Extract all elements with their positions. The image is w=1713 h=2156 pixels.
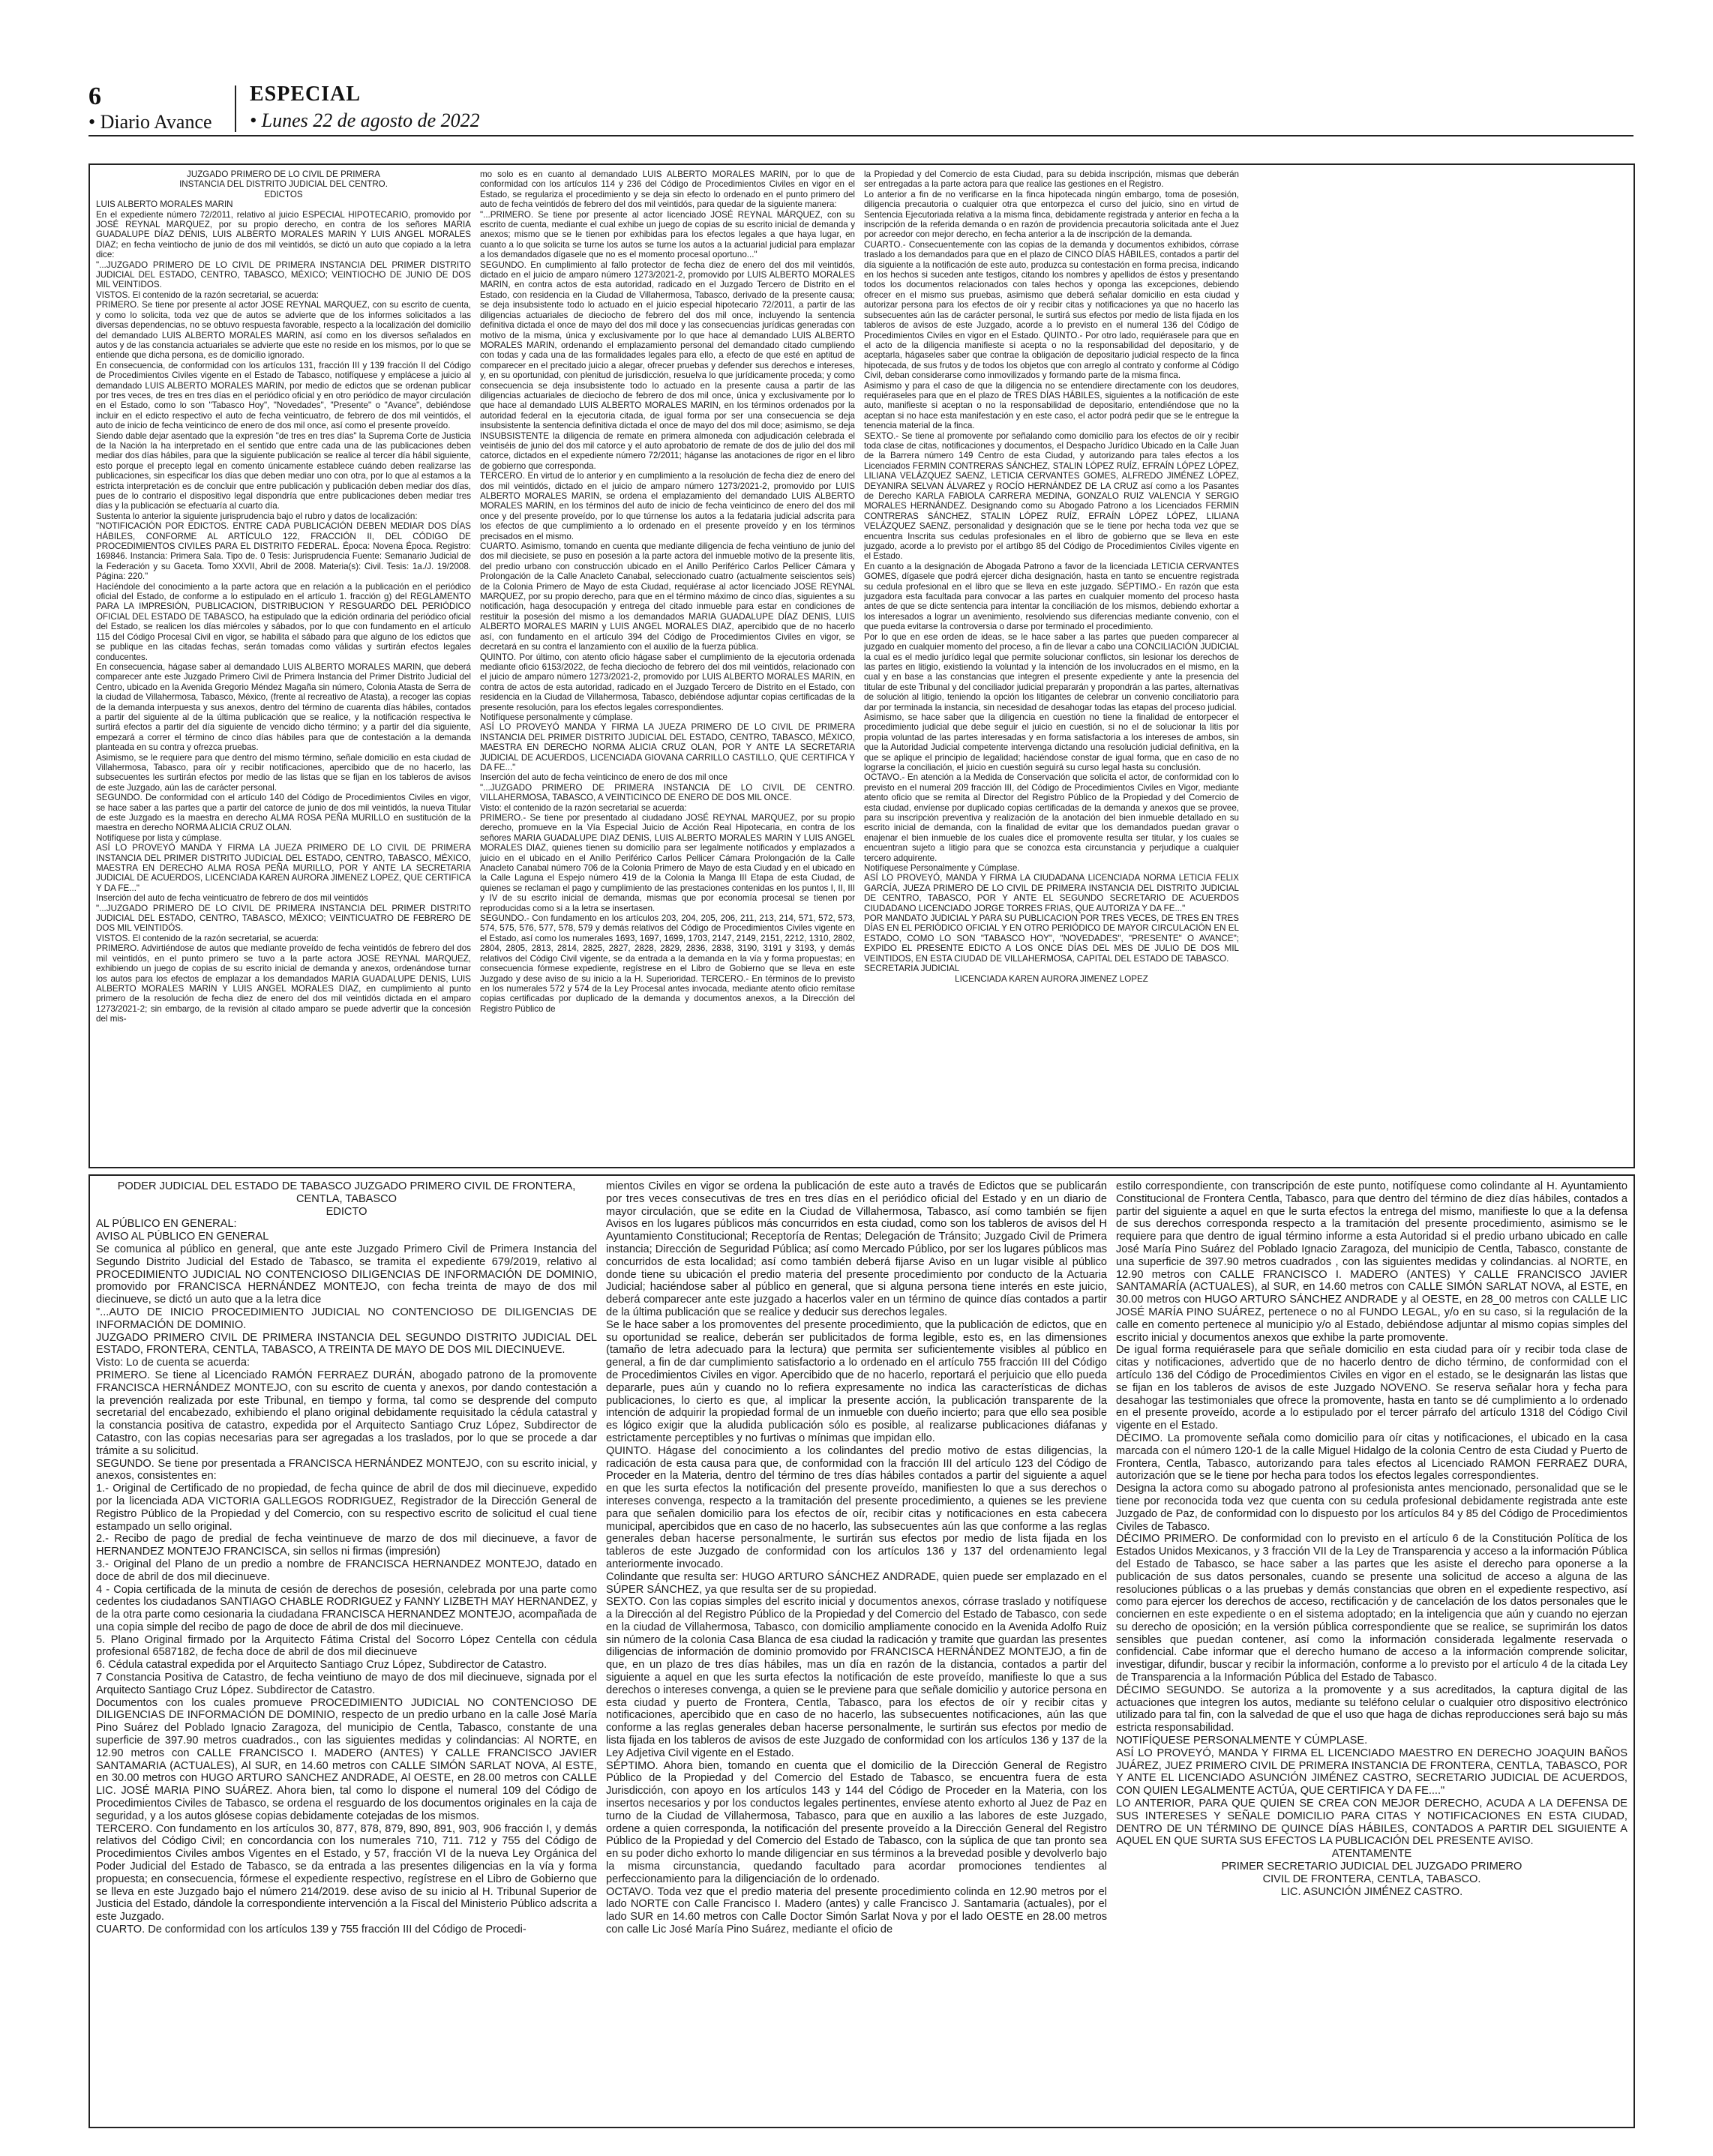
notice-paragraph: "NOTIFICACIÓN POR EDICTOS. ENTRE CADA PUBLICACIÓN DEBEN MEDIAR DOS DÍAS HÁBILES, CONFORME AL ARTÍCULO 122, FRACCIÓN II, DEL CÓDIGO DE PROCEDIMIENTOS CIVILES PARA EL DISTRITO FEDERAL. Época: Novena Época. Registro: 169846. Instancia: Primera Sala. Tipo de. 0 Tesis: Jurisprudencia Fuente: Semanario Judicial de la Federación y su Gaceta. Tomo XXVII, Abril de 2008. Materia(s): Civil. Tesis: 1a./J. 19/2008. Página: 220." xyxy=(96,521,471,582)
notice-paragraph: "...JUZGADO PRIMERO DE LO CIVIL DE PRIMERA INSTANCIA DEL PRIMER DISTRITO JUDICIAL DEL ESTADO, CENTRO, TABASCO, MÉXICO; VEINTICUATRO DE FEBRERO DE DOS MIL VEINTIDÓS. xyxy=(96,903,471,934)
notice-paragraph: Lo anterior a fin de no verificarse en la finca hipotecada ningún embargo, toma de posesión, diligencia precautoria o cualquier otra que entorpezca el curso del juicio, sino en virtud de Sentencia Ejecutoriada relativa a la misma finca, debidamente registrada y anterior en fecha a la inscripción de la referida demanda o en razón de providencia precautoria solicitada ante el Juez por acreedor con mejor derecho, en fecha anterior a la de inscripción de la demanda. xyxy=(864,189,1239,240)
notice-paragraph: VISTOS. El contenido de la razón secretarial, se acuerda: xyxy=(96,289,319,300)
notice-paragraph: 7 Constancia Positiva de Catastro, de fecha veintiuno de mayo de dos mil diecinueve, signada por el Arquitecto Santiago Cruz López. Subdirector de Catastro. xyxy=(96,1672,597,1696)
publication-name: • Diario Avance xyxy=(88,111,212,133)
notice-paragraph: Documentos con los cuales promueve PROCEDIMIENTO JUDICIAL NO CONTENCIOSO DE DILIGENCIAS DE INFORMACIÓN DE DOMINIO, respecto de un predio urbano en la calle José María Pino Suárez del Poblado Ignacio Zaragoza, del municipio de Centla, Tabasco, constante de una superficie de 397.90 metros cuadrados., con las siguientes medidas y colindancias: Al NORTE, en 12.90 metros con CALLE FRANCISCO I. MADERO (ANTES) Y CALLE FRANCISCO JAVIER SANTAMARIA (ACTUALES), Al SUR, en 14.60 metros con CALLE SIMÓN SARLAT NOVA, Al ESTE, en 30.00 metros con HUGO ARTURO SANCHEZ ANDRADE, Al OESTE, en 28.00 metros con CALLE LIC. JOSÉ MARIA PINO SUÁREZ. Ahora bien, tal como lo dispone el numeral 109 del Código de Procedimientos Civiles de Tabasco, se ordena el resguardo de los documentos originales en la caja de seguridad, y a los autos glósese copias debidamente cotejadas de los mismos. xyxy=(96,1696,597,1822)
notice-paragraph: 4 - Copia certificada de la minuta de cesión de derechos de posesión, celebrada por una parte como cedentes los ciudadanos SANTIAGO CHABLE RODRIGUEZ y FANNY LIZBETH MAY HERNANDEZ, y de la otra parte como cesionaria la ciudadana FRANCISCA HERNANDEZ MONTEJO, acompañada de una copia simple del recibo de pago de doce de abril de dos mil diecinueve. xyxy=(96,1583,597,1633)
notice-paragraph: Visto: Lo de cuenta se acuerda: xyxy=(96,1357,250,1369)
notice-paragraph: OCTAVO.- En atención a la Medida de Conservación que solicita el actor, de conformidad con lo previsto en el numeral 209 fracción III, del Código de Procedimientos Civiles en Vigor, mediante atento oficio que se remita al Director del Registro Público de la Propiedad y del Comercio de esta ciudad, envíense por duplicado copias certificadas de la demanda y anexos que se provee, para su inscripción preventiva y realización de la anotación del bien inmueble detallado en su escrito inicial de demanda, con la finalidad de evitar que los demandados puedan gravar o enajenar el bien inmueble de los cuales dice el promovente resulta ser titular, y los cuales se encuentran sujeto a litigio para que se conozca esta circunstancia y perjudique a cualquier tercero adquirente. xyxy=(864,772,1239,863)
notice-column-3 xyxy=(1116,1180,1628,2122)
masthead-divider xyxy=(235,85,236,132)
notice-paragraph: Siendo dable dejar asentado que la expresión "de tres en tres días" la Suprema Corte de Justicia de la Nación la ha interpretado en el sentido que entre cada una de las publicaciones deben mediar dos días hábiles, para que la siguiente publicación se realice al tercer día hábil siguiente, esto porque el precepto legal en comento únicamente establece cuándo deben realizarse las publicaciones, sin especificar los días que deben mediar uno con otra, por lo que al estamos a la estricta interpretación es de concluir que entre publicación y publicación deben mediar dos días, pues de lo contrario el dispositivo legal dispondría que entre publicaciones deben mediar tres días y la publicación se efectuaría al cuarto día. xyxy=(96,430,471,511)
notice-column-3 xyxy=(864,169,1239,1162)
notice-paragraph: Por lo que en ese orden de ideas, se le hace saber a las partes que pueden comparecer al juzgado en cualquier momento del proceso, a fin de llevar a cabo una CONCILIACIÓN JUDICIAL la cual es el medio jurídico legal que permite solucionar conflictos, sin lesionar los derechos de las partes en litigio, existiendo la voluntad y la intención de los involucrados en el mismo, en la cual y en base a las constancias que integren el presente expediente y ante la presencia del titular de este Tribunal y del conciliador judicial prepararán y propondrán a las partes, alternativas de solución al litigio, teniendo la opción los litigantes de celebrar un convenio conciliatorio para dar por terminada la instancia, sin necesidad de desahogar todas las etapas del proceso judicial. xyxy=(864,631,1239,712)
notice-paragraph: En consecuencia, hágase saber al demandado LUIS ALBERTO MORALES MARIN, que deberá comparecer ante este Juzgado Primero Civil de Primera Instancia del Primer Distrito Judicial del Centro, ubicado en la Avenida Gregorio Méndez Magaña sin número, Colonia Atasta de Serra de la ciudad de Villahermosa, Tabasco, México, (frente al recreativo de Atasta), a recoger las copias de la demanda interpuesta y sus anexos, dentro del término de cuarenta días hábiles, contados a partir del siguiente al de la última publicación que se realice, y la notificación respectiva le surtirá efectos a partir del día siguiente de vencido dicho término; y a partir del día siguiente, empezará a correr el término de cinco días hábiles para que de contestación a la demanda planteada en su contra y ofrezca pruebas. xyxy=(96,661,471,753)
notice-paragraph: "...JUZGADO PRIMERO DE PRIMERA INSTANCIA DE LO CIVIL DE CENTRO. VILLAHERMOSA, TABASCO, A VEINTICINCO DE ENERO DE DOS MIL ONCE. xyxy=(480,782,855,803)
notice-paragraph: En cuanto a la designación de Abogada Patrono a favor de la licenciada LETICIA CERVANTES GOMES, dígasele que podrá ejercer dicha designación, hasta en tanto se encuentre registrada su cedula profesional en el libro que se lleva en este juzgado. SÉPTIMO.- En razón que esta juzgadora esta facultada para convocar a las partes en cualquier momento del proceso hasta antes de que se dicte sentencia para intentar la conciliación de los mismos, debiendo exhortar a los interesados a lograr un avenimiento, resolviendo sus diferencias mediante convenio, con el que pueda evitarse la controversia o darse por terminado el procedimiento. xyxy=(864,561,1239,632)
notice-paragraph: "...AUTO DE INICIO PROCEDIMIENTO JUDICIAL NO CONTENCIOSO DE DILIGENCIAS DE INFORMACIÓN DE DOMINIO. xyxy=(96,1306,597,1331)
notice-paragraph: ASÍ LO PROVEYÓ MANDA Y FIRMA LA JUEZA PRIMERO DE LO CIVIL DE PRIMERA INSTANCIA DEL PRIMER DISTRITO JUDICIAL DEL ESTADO, CENTRO, TABASCO, MÉXICO, MAESTRA EN DERECHO ALMA ROSA PEÑA MURILLO, POR Y ANTE LA SECRETARIA JUDICIAL DE ACUERDOS, LICENCIADA KAREN AURORA JIMENEZ LOPEZ, QUE CERTIFICA Y DA FE..." xyxy=(96,843,471,893)
notice-paragraph: Notifíquese Personalmente y Cúmplase. xyxy=(864,863,1020,874)
notice-paragraph: QUINTO. Por último, con atento oficio hágase saber el cumplimiento de la ejecutoria ordenada mediante oficio 6153/2022, de fecha dieciocho de febrero del dos mil veintidós, relacionado con el juicio de amparo número 1273/2021-2, promovido por LUIS ALBERTO MORALES MARIN, en contra de actos de esta autoridad, radicado en el Juzgado Tercero de Distrito en el Estado, con residencia en la Ciudad de Villahermosa, Tabasco, debiéndose adjuntar copias certificadas de la presente resolución, para los efectos legales correspondientes. xyxy=(480,652,855,712)
notice-paragraph: PRIMERO. Advirtiéndose de autos que mediante proveído de fecha veintidós de febrero del dos mil veintidós, en el punto primero se tuvo a la parte actora JOSE REYNAL MARQUEZ, exhibiendo un juego de copias de su escrito inicial de demanda y anexos, ordenándose turnar los autos para los efectos de emplazar a los demandados MARIA GUADALUPE DENIS, LUIS ALBERTO MORALES MARIN Y LUIS ANGEL MORALES DIAZ, en cumplimiento al punto primero de la resolución de fecha diez de enero del dos mil veintidós dictada en el amparo 1273/2021-2; sin embargo, de la revisión al citado amparo se puede advertir que la concesión del mis- xyxy=(96,943,471,1024)
edict-notice-frontera xyxy=(88,1174,1635,2128)
notice-paragraph: CIVIL DE FRONTERA, CENTLA, TABASCO. xyxy=(1262,1873,1481,1885)
notice-paragraph: SEGUNDO. Se tiene por presentada a FRANCISCA HERNÁNDEZ MONTEJO, con su escrito inicial, y anexos, consistentes en: xyxy=(96,1457,597,1483)
notice-paragraph: estilo correspondiente, con transcripción de este punto, notifíquese como colindante al H. Ayuntamiento Constitucional de Frontera Centla, Tabasco, para que dentro del término de diez días hábiles, contados a partir del siguiente a aquel en que le surta efectos la entrega del mismo, manifieste lo que a la defensa de sus derechos corresponda respecto a la tramitación del presente procedimiento, asimismo se le requiere para que dentro de igual término informe a esta Autoridad si el predio urbano ubicado en calle José María Pino Suárez del Poblado Ignacio Zaragoza, del municipio de Centla, Tabasco, constante de una superficie de 397.90 metros cuadrados , con las siguientes medidas y colindancias. al NORTE, en 12.90 metros con CALLE FRANCISCO I. MADERO (ANTES) Y CALLE FRANCISCO JAVIER SANTAMARÍA (ACTUALES), al SUR, en 14.60 metros con CALLE SIMÓN SARLAT NOVA, al ESTE, en 30.00 metros con HUGO ARTURO SÁNCHEZ ANDRADE y al OESTE, en 28_00 metros con CALLE LIC JOSÉ MARÍA PINO SUÁREZ, pertenece o no al FUNDO LEGAL, y/o en su caso, si la regulación de la calle en comento pertenece al municipio y/o al Estado, debiéndose adjuntar al mismo copias simples del escrito inicial y documentos anexos que exhibe la parte promovente. xyxy=(1116,1180,1628,1344)
notice-paragraph: Asimismo, se hace saber que la diligencia en cuestión no tiene la finalidad de entorpecer el procedimiento judicial que debe seguir el juicio en cuestión, si no el de solucionar la litis por propia voluntad de las partes interesadas y en forma satisfactoria a los intereses de ambos, sin que la Autoridad Judicial competente intervenga dictando una resolución judicial definitiva, en la que se aplique el principio de legalidad; haciéndose constar de igual forma, que en caso de no lograrse la conciliación, el juicio en cuestión seguirá su curso legal hasta su conclusión. xyxy=(864,712,1239,772)
notice-paragraph: "...PRIMERO. Se tiene por presente al actor licenciado JOSÉ REYNAL MÁRQUEZ, con su escrito de cuenta, mediante el cual exhibe un juego de copias de su escrito inicial de demanda y anexos; mismo que se le tienen por exhibidas para los efectos legales a que haya lugar, en cuanto a lo que solicita se turne los autos se turne los autos a la actuarial judicial para emplazar a los demandados dígasele que no es el momento procesal oportuno..." xyxy=(480,209,855,260)
notice-paragraph: la Propiedad y del Comercio de esta Ciudad, para su debida inscripción, mismas que deberán ser entregadas a la parte actora para que realice las gestiones en el Registro. xyxy=(864,169,1239,190)
notice-paragraph: LUIS ALBERTO MORALES MARIN xyxy=(96,199,233,210)
notice-paragraph: DÉCIMO PRIMERO. De conformidad con lo previsto en el artículo 6 de la Constitución Política de los Estados Unidos Mexicanos, y 3 fracción VII de la Ley de Transparencia y acceso a la información Pública del Estado de Tabasco, se hace saber a las partes que les asiste el derecho para oponerse a la publicación de sus datos personales, cuando se presente una solicitud de acceso a alguna de las resoluciones públicas o a las pruebas y demás constancias que obren en el expediente respectivo, así como para ejercer los derechos de acceso, rectificación y de cancelación de los datos personales que le conciernen en este expediente o en el sistema adoptado; en la inteligencia que aún y cuando no ejerzan su derecho de oposición; en la versión pública correspondiente que se realice, se suprimirán los datos sensibles que puedan contener, así como la información considerada legalmente reservada o confidencial. Cabe informar que el derecho humano de acceso a la información comprende solicitar, investigar, difundir, buscar y recibir la información, conforme a lo previsto por el artículo 4 de la citada Ley de Transparencia a la Información Pública del Estado de Tabasco. xyxy=(1116,1533,1628,1684)
notice-paragraph: SÉPTIMO. Ahora bien, tomando en cuenta que el domicilio de la Dirección General de Registro Público de la Propiedad y del Comercio del Estado de Tabasco, se encuentra fuera de esta Jurisdicción, con apoyo en los artículos 143 y 144 del Código de Proceder en la Materia, con los insertos necesarios y por los conductos legales pertinentes, envíese atento exhorto al Juez de Paz en turno de la Ciudad de Villahermosa, Tabasco, para que en auxilio a las labores de este Juzgado, ordene a quien corresponda, la notificación del presente proveído a la Dirección General del Registro Público de la Propiedad y del Comercio del Estado de Tabasco, con la súplica de que tan pronto sea en su poder dicho exhorto lo mande diligenciar en sus términos a la brevedad posible y devolverlo bajo la misma circunstancia, quedando facultado para acordar promociones tendientes al perfeccionamiento para la diligenciación de lo ordenado. xyxy=(606,1759,1107,1885)
notice-paragraph: ASÍ LO PROVEYÓ, MANDA Y FIRMA LA CIUDADANA LICENCIADA NORMA LETICIA FELIX GARCÍA, JUEZA PRIMERO DE LO CIVIL DE PRIMERA INSTANCIA DEL DISTRITO JUDICIAL DE CENTRO, TABASCO, POR Y ANTE EL SEGUNDO SECRETARIO DE ACUERDOS CIUDADANO LICENCIADO JORGE TORRES FRIAS, QUE AUTORIZA Y DA FE..." xyxy=(864,873,1239,913)
notice-paragraph: Hacíéndole del conocimiento a la parte actora que en relación a la publicación en el periódico oficial del Estado, de conforme a lo estipulado en el artículo 1. fracción g) del REGLAMENTO PARA LA IMPRESIÓN, PUBLICACION, DISTRIBUCION Y RESGUARDO DEL PERIÓDICO OFICIAL DEL ESTADO DE TABASCO, ha estipulado que la edición ordinaria del periódico oficial del Estado, se realicen los días miércoles y sábados, por lo que con fundamento en el artículo 115 del Código Procesal Civil en vigor, se habilita el sábado para que alguno de los edictos que se publique en las citadas fechas, serán tomadas como válidas y surtirán efectos legales conducentes. xyxy=(96,581,471,662)
notice-paragraph: En consecuencia, de conformidad con los artículos 131, fracción III y 139 fracción II del Código de Procedimientos Civiles vigente en el Estado de Tabasco, notifíquese y emplácese a juicio al demandado LUIS ALBERTO MORALES MARIN, por medio de edictos que se ordenan publicar por tres veces, de tres en tres días en el periódico oficial y en otro periódico de mayor circulación en el Estado, como lo son "Tabasco Hoy", "Novedades", "Presente" o "Avance", debiéndose incluir en el edicto respectivo el auto de fecha veinticuatro, de febrero de dos mil veintidós, el auto de inicio de fecha veinticinco de enero de dos mil once, así como el presente proveído. xyxy=(96,360,471,431)
issue-date: • Lunes 22 de agosto de 2022 xyxy=(250,109,480,131)
notice-paragraph: EDICTO xyxy=(326,1205,368,1218)
notice-paragraph: 2.- Recibo de pago de predial de fecha veintinueve de marzo de dos mil diecinueve, a favor de HERNANDEZ MONTEJO FRANCISCA, sin sellos ni firmas (impresión) xyxy=(96,1533,597,1558)
notice-paragraph: PRIMERO. Se tiene al Licenciado RAMÓN FERRAEZ DURÁN, abogado patrono de la promovente FRANCISCA HERNÁNDEZ MONTEJO, con su escrito de cuenta y anexos, por dando contestación a la prevención realizada por este Tribunal, en tiempo y forma, tal como se desprende del computo secretarial del encabezado, exhibiendo el plano original debidamente requisitado la cédula catastral y la constancia positiva de catastro, expedida por el Arquitecto Santiago Cruz López, Subdirector de Catastro, con las copias necesarias para ser agregadas a los traslados, por lo que se procede a dar trámite a su solicitud. xyxy=(96,1369,597,1457)
notice-paragraph: SECRETARIA JUDICIAL xyxy=(864,964,960,974)
notice-paragraph: PRIMERO.- Se tiene por presentado al ciudadano JOSÉ REYNAL MARQUEZ, por su propio derecho, promueve en la Vía Especial Juicio de Acción Real Hipotecaria, en contra de los señores MARIA GUADALUPE DIAZ DENIS, LUIS ALBERTO MORALES MARIN Y LUIS ANGEL MORALES DIAZ, quienes tienen su domicilio para ser legalmente notificados y emplazados a juicio en el ubicado en el Anillo Periférico Carlos Pellicer Cámara Prolongación de la Calle Anacleto Canabal número 706 de la Colonia Primero de Mayo de esta Ciudad y en el ubicado en la Calle Laguna el Espejo número 419 de la Colonia la Manga III Etapa de esta Ciudad, de quienes se reclaman el pago y cumplimiento de las prestaciones contenidas en los puntos I, II, III y IV de su escrito inicial de demanda, mismas que por economía procesal se tienen por reproducidas como si a la letra se insertasen. xyxy=(480,813,855,913)
notice-column-1 xyxy=(96,1180,597,2122)
notice-paragraph: Visto: el contenido de la razón secretarial se acuerda: xyxy=(480,802,687,813)
notice-paragraph: Notifíquese por lista y cúmplase. xyxy=(96,832,222,843)
notice-paragraph: VISTOS. El contenido de la razón secretarial, se acuerda: xyxy=(96,933,319,943)
notice-column-4 xyxy=(1248,169,1628,1162)
notice-paragraph: LICENCIADA KAREN AURORA JIMENEZ LOPEZ xyxy=(955,973,1148,984)
notice-paragraph: 6. Cédula catastral expedida por el Arquitecto Santiago Cruz López, Subdirector de Catastro. xyxy=(96,1659,548,1672)
notice-paragraph: Asimismo y para el caso de que la diligencia no se entendiere directamente con los deudores, requiéraseles para que en el plazo de TRES DÍAS HÁBILES, siguientes a la notificación de este auto, manifieste si aceptan o no la responsabilidad de depositario, entendiéndose que no la aceptan si no hace esta manifestación y en este caso, el actor podrá pedir que se le entregue la tenencia material de la finca. xyxy=(864,380,1239,431)
notice-paragraph: JUZGADO PRIMERO DE LO CIVIL DE PRIMERA xyxy=(187,169,380,179)
notice-paragraph: INSTANCIA DEL DISTRITO JUDICIAL DEL CENTRO. xyxy=(179,179,388,190)
notice-paragraph: Se comunica al público en general, que ante este Juzgado Primero Civil de Primera Instancia del Segundo Distrito Judicial del Estado de Tabasco, se tramita el expediente 679/2019, relativo al PROCEDIMIENTO JUDICIAL NO CONTENCIOSO DILIGENCIAS DE INFORMACIÓN DE DOMINIO, promovido por FRANCISCA HERNÁNDEZ MONTEJO, con fecha treinta de mayo de dos mil diecinueve, se dictó un auto que a la letra dice xyxy=(96,1243,597,1306)
notice-paragraph: SEXTO. Con las copias simples del escrito inicial y documentos anexos, córrase traslado y notifíquese a la Dirección al del Registro Público de la Propiedad y del Comercio del Estado de Tabasco, con sede en la ciudad de Villahermosa, Tabasco, con domicilio ampliamente conocido en la Avenida Adolfo Ruiz sin número de la colonia Casa Blanca de esa ciudad la radicación y tramite que guardan las presentes diligencias de información de dominio promovido por FRANCISCA HERNÁNDEZ MONTEJO, a fin de que, en un plazo de tres días hábiles, mas un día en razón de la distancia, contados a partir del siguiente a aquel en que les surta efectos la notificación de este proveído, manifieste lo que a sus derechos o intereses convenga, a quien se le previene para que señale domicilio y autorice persona en esta ciudad y puerto de Frontera, Centla, Tabasco, para los efectos de oír y recibir citas y notificaciones, apercibido que en caso de no hacerlo, las subsecuentes notificaciones, aún las que conforme a las reglas generales deban hacerse personalmente, le surtirán sus efectos por medio de lista fijada en los tableros de avisos de este Juzgado de conformidad con los artículos 136 y 137 de la Ley Adjetiva Civil vigente en el Estado. xyxy=(606,1596,1107,1759)
notice-paragraph: SEGUNDO. De conformidad con el artículo 140 del Código de Procedimientos Civiles en vigor, se hace saber a las partes que a partir del catorce de junio de dos mil veintidós, la nueva Titular de este Juzgado es la maestra en derecho ALMA ROSA PEÑA MURILLO en sustitución de la maestra en derecho NORMA ALICIA CRUZ OLAN. xyxy=(96,793,471,833)
notice-paragraph: NOTIFÍQUESE PERSONALMENTE Y CÚMPLASE. xyxy=(1116,1735,1368,1747)
notice-paragraph: Inserción del auto de fecha veinticinco de enero de dos mil once xyxy=(480,772,728,783)
notice-paragraph: De igual forma requiérasele para que señale domicilio en esta ciudad para oír y recibir toda clase de citas y notificaciones, advertido que de no hacerlo dentro de dicho término, de conformidad con el artículo 136 del Código de Procedimientos Civiles en vigor en el estado, se le designarán las listas que se fijan en los tableros de avisos de este Juzgado NOVENO. Se reserva señalar hora y fecha para desahogar las testimoniales que ofrece la promovente, hasta en tanto se dé cumplimiento a lo ordenado en el presente proveído, acorde a lo estipulado por el tercer párrafo del artículo 1318 del Código Civil vigente en el Estado. xyxy=(1116,1344,1628,1432)
notice-paragraph: 1.- Original de Certificado de no propiedad, de fecha quince de abril de dos mil diecinueve, expedido por la licenciada ADA VICTORIA GALLEGOS RODRIGUEZ, Registrador de la Dirección General de Registro Público de la Propiedad y del Comercio, con su respectivo escrito de solicitud el cual tiene estampado un sello original. xyxy=(96,1483,597,1533)
notice-paragraph: TERCERO. Con fundamento en los artículos 30, 877, 878, 879, 890, 891, 903, 906 fracción I, y demás relativos del Código Civil; en concordancia con los numerales 710, 711. 712 y 755 del Código de Procedimientos Civiles ambos Vigentes en el Estado, y 57, fracción VI de la nueva Ley Orgánica del Poder Judicial del Estado de Tabasco, se da entrada a las presentes diligencias en la vía y forma propuesta; en consecuencia, fórmese el expediente respectivo, regístrese en el Libro de Gobierno que se lleva en este Juzgado bajo el número 214/2019. dese aviso de su inicio al H. Tribunal Superior de Justicia del Estado, dándole la correspondiente intervención a la Fiscal del Ministerio Público adscrita a este Juzgado. xyxy=(96,1822,597,1924)
notice-paragraph: Notifíquese personalmente y cúmplase. xyxy=(480,712,633,722)
notice-paragraph: LO ANTERIOR, PARA QUE QUIEN SE CREA CON MEJOR DERECHO, ACUDA A LA DEFENSA DE SUS INTERESES Y SEÑALE DOMICILIO PARA CITAS Y NOTIFICACIONES EN ESTA CIUDAD, DENTRO DE UN TÉRMINO DE QUINCE DÍAS HÁBILES, CONTADOS A PARTIR DEL SIGUIENTE A AQUEL EN QUE SURTA SUS EFECTOS LA PUBLICACIÓN DEL PRESENTE AVISO. xyxy=(1116,1798,1628,1848)
notice-paragraph: Colindante que resulta ser: HUGO ARTURO SÁNCHEZ ANDRADE, quien puede ser emplazado en el SÚPER SÁNCHEZ, ya que resulta ser de su propiedad. xyxy=(606,1570,1107,1596)
notice-paragraph: 5. Plano Original firmado por la Arquitecto Fátima Cristal del Socorro López Centella con cédula profesional 6587182, de fecha doce de abril de dos mil diecinueve xyxy=(96,1633,597,1659)
notice-paragraph: ASÍ LO PROVEYÓ, MANDA Y FIRMA EL LICENCIADO MAESTRO EN DERECHO JOAQUIN BAÑOS JUÁREZ, JUEZ PRIMERO CIVIL DE PRIMERA INSTANCIA DE FRONTERA, CENTLA, TABASCO, POR Y ANTE EL LICENCIADO ASUNCIÓN JIMÉNEZ CASTRO, SECRETARIO JUDICIAL DE ACUERDOS, CON QUIEN LEGALMENTE ACTÚA, QUE CERTIFICA Y DA FE...." xyxy=(1116,1747,1628,1798)
notice-paragraph: Designa la actora como su abogado patrono al profesionista antes mencionado, personalidad que se le tiene por reconocida toda vez que cuenta con su cedula profesional debidamente registrada ante este Juzgado de Paz, de conformidad con lo dispuesto por los artículos 84 y 85 del Código de Procedimientos Civiles de Tabasco. xyxy=(1116,1483,1628,1533)
notice-paragraph: PRIMERO. Se tiene por presente al actor JOSE REYNAL MARQUEZ, con su escrito de cuenta, y como lo solicita, toda vez que de autos se advierte que de los informes solicitados a las diversas dependencias, no se obtuvo respuesta favorable, respecto a la localización del domicilio del demandado LUIS ALBERTO MORALES MARIN, así como en los diversos señalados en autos y de las constancia actuariales se advierte que este no reside en los mismos, por lo que se entiende que dicha persona, es de domicilio ignorado. xyxy=(96,300,471,361)
notice-paragraph: JUZGADO PRIMERO CIVIL DE PRIMERA INSTANCIA DEL SEGUNDO DISTRITO JUDICIAL DEL ESTADO, FRONTERA, CENTLA, TABASCO, A TREINTA DE MAYO DE DOS MIL DIECINUEVE. xyxy=(96,1331,597,1357)
notice-paragraph: CUARTO. Asimismo, tomando en cuenta que mediante diligencia de fecha veintiuno de junio del dos mil diecisiete, se puso en posesión a la parte actora del inmueble motivo de la presente litis, del predio urbano con construcción ubicado en el Anillo Periférico Carlos Pellicer Cámara y Prolongación de la Calle Anacleto Canabal, seleccionado cuatro (actualmente seiscientos seis) de la Colonia Primero de Mayo de esta Ciudad, requiérase al actor licenciado JOSE REYNAL MARQUEZ, por su propio derecho, para que en el término máximo de cinco días, siguientes a su notificación, haga desocupación y entrega del citado inmueble para estar en condiciones de restituir la posesión del mismo a los demandados MARIA GUADALUPE DÍAZ DENIS, LUIS ALBERTO MORALES MARIN y LUIS ANGEL MORALES DIAZ, apercibido que de no hacerlo así, con fundamento en el artículo 394 del Código de Procedimientos Civiles en vigor, se decretará en su contra el lanzamiento con el auxilio de la fuerza pública. xyxy=(480,541,855,652)
notice-paragraph: EDICTOS xyxy=(264,189,303,199)
notice-paragraph: OCTAVO. Toda vez que el predio materia del presente procedimiento colinda en 12.90 metros por el lado NORTE con Calle Francisco I. Madero (antes) y calle Francisco J. Santamaria (actuales), por el lado SUR en 14.60 metros con Calle Doctor Simón Sarlat Nova y por el lado OESTE en 28.00 metros con calle Lic José María Pino Suárez, mediante el oficio de xyxy=(606,1885,1107,1936)
notice-paragraph: mientos Civiles en vigor se ordena la publicación de este auto a través de Edictos que se publicarán por tres veces consecutivas de tres en tres días en el periódico oficial del Estado y en un diario de mayor circulación, que se edite en la Ciudad de Villahermosa, Tabasco, así como también se fijen Avisos en los lugares públicos más concurridos en esta ciudad, como son los tableros de avisos del H Ayuntamiento Constitucional; Receptoría de Rentas; Delegación de Tránsito; Juzgado Civil de Primera instancia; Dirección de Seguridad Pública; así como Mercado Público, por ser los lugares públicos mas concurridos de esta localidad; así como también deberá fijarse Aviso en un lugar visible al público donde tiene su ubicación el predio materia del presente procedimiento por conducto de la Actuaria Judicial; haciéndose saber al público en general, que si alguna persona tiene interés en este juicio, deberá comparecer ante este juzgado a hacerlos valer en un término de quince días contados a partir de la última publicación que se realice y deducir sus derechos legales. xyxy=(606,1180,1107,1318)
notice-paragraph: DÉCIMO SEGUNDO. Se autoriza a la promovente y a sus acreditados, la captura digital de las actuaciones que integren los autos, mediante su teléfono celular o cualquier otro dispositivo electrónico utilizado para tal fin, con la salvedad de que el uso que haga de dichas reproducciones será bajo su más estricta responsabilidad. xyxy=(1116,1684,1628,1735)
notice-column-2 xyxy=(606,1180,1107,2122)
notice-paragraph: CUARTO. De conformidad con los artículos 139 y 755 fracción III del Código de Procedi- xyxy=(96,1924,526,1936)
notice-paragraph: 3.- Original del Plano de un predio a nombre de FRANCISCA HERNANDEZ MONTEJO, datado en doce de abril de dos mil diecinueve. xyxy=(96,1558,597,1583)
notice-paragraph: Asimismo, se le requiere para que dentro del mismo término, señale domicilio en esta ciudad de Villahermosa, Tabasco, para oír y recibir notificaciones, apercibido que de no hacerlo, las subsecuentes les surtirán efectos por medio de las listas que se fijan en los tableros de avisos de este Juzgado, aún las de carácter personal. xyxy=(96,752,471,793)
notice-paragraph: ASÍ LO PROVEYÓ MANDA Y FIRMA LA JUEZA PRIMERO DE LO CIVIL DE PRIMERA INSTANCIA DEL PRIMER DISTRITO JUDICIAL DEL ESTADO, CENTRO, TABASCO, MÉXICO, MAESTRA EN DERECHO NORMA ALICIA CRUZ OLAN, POR Y ANTE LA SECRETARIA JUDICIAL DE ACUERDOS, LICENCIADA GIOVANA CARRILLO CASTILLO, QUE CERTIFICA Y DA FE..." xyxy=(480,722,855,772)
notice-paragraph: En el expediente número 72/2011, relativo al juicio ESPECIAL HIPOTECARIO, promovido por JOSÉ REYNAL MARQUEZ, por su propio derecho, en contra de los señores MARIA GUADALUPE DÍAZ DENIS, LUIS ALBERTO MORALES MARIN Y LUIS ANGEL MORALES DIAZ; en fecha veintiocho de junio de dos mil veintidós, se dictó un auto que copiado a la letra dice: xyxy=(96,209,471,260)
notice-paragraph: Sustenta lo anterior la siguiente jurisprudencia bajo el rubro y datos de localización: xyxy=(96,511,418,521)
notice-column-2 xyxy=(480,169,855,1162)
notice-paragraph: SEGUNDO.- Con fundamento en los artículos 203, 204, 205, 206, 211, 213, 214, 571, 572, 573, 574, 575, 576, 577, 578, 579 y demás relativos del Código de Procedimientos Civiles vigente en el Estado, así como los numerales 1693, 1697, 1699, 1703, 2147, 2149, 2151, 2212, 1310, 2802, 2804, 2805, 2813, 2814, 2825, 2827, 2828, 2829, 2836, 2838, 3190, 3191 y 3193, y demás relativos del Código Civil vigente, se da entrada a la demanda en la vía y forma propuestas; en consecuencia fórmese expediente, regístrese en el Libro de Gobierno que se lleva en este Juzgado y dese aviso de su inicio a la H. Superioridad. TERCERO.- En términos de lo previsto en los numerales 572 y 574 de la Ley Procesal antes invocada, mediante atento oficio remítase copias certificadas por duplicado de la demanda y documentos anexos, a la Dirección del Registro Público de xyxy=(480,913,855,1014)
notice-paragraph: PRIMER SECRETARIO JUDICIAL DEL JUZGADO PRIMERO xyxy=(1221,1861,1522,1873)
page-number: 6 xyxy=(88,82,101,110)
notice-paragraph: AVISO AL PÚBLICO EN GENERAL xyxy=(96,1231,269,1243)
notice-paragraph: AL PÚBLICO EN GENERAL: xyxy=(96,1218,237,1231)
notice-paragraph: LIC. ASUNCIÓN JIMÉNEZ CASTRO. xyxy=(1280,1885,1463,1898)
notice-paragraph: CUARTO.- Consecuentemente con las copias de la demanda y documentos exhibidos, córrase traslado a los demandados para que en el plazo de CINCO DÍAS HÁBILES, contados a partir del día siguiente a la notificación de este auto, produzca su contestación en forma precisa, indicando en los hechos si suceden ante testigos, citando los nombres y apellidos de éstos y presentando todos los documentos relacionados con tales hechos y oponga las excepciones, debiendo ofrecer en el mismo sus pruebas, asimismo que deberá señalar domicilio en esta ciudad y autorizar persona para los efectos de oír y recibir citas y notificaciones ya que no hacerlo las subsecuentes aún las de carácter personal, le surtirá sus efectos por medio de lista fijada en los tableros de avisos de este Juzgado, acorde a lo previsto en el numeral 136 del Código de Procedimientos Civiles en vigor en el Estado. QUINTO.- Por otro lado, requiérasele para que en el acto de la diligencia manifieste si acepta o no la responsabilidad del depositario, y de aceptarla, hágaseles saber que contrae la obligación de depositario judicial respecto de la finca hipotecada, de sus frutos y de todos los objetos que con arreglo al contrato y conforme al Código Civil, deban considerarse como inmovilizados y formando parte de la misma finca. xyxy=(864,239,1239,381)
notice-paragraph: mo solo es en cuanto al demandado LUIS ALBERTO MORALES MARIN, por lo que de conformidad con los artículos 114 y 236 del Código de Procedimientos Civiles en vigor en el Estado, se regulariza el procedimiento y se deja sin efecto lo ordenado en el punto primero del auto de fecha veintidós de febrero del dos mil veintidós, para quedar de la siguiente manera: xyxy=(480,169,855,210)
notice-column-1 xyxy=(96,169,471,1162)
notice-paragraph: POR MANDATO JUDICIAL Y PARA SU PUBLICACION POR TRES VECES, DE TRES EN TRES DÍAS EN EL PERIÓDICO OFICIAL Y EN OTRO PERIÓDICO DE MAYOR CIRCULACIÓN EN EL ESTADO, COMO LO SON "TABASCO HOY", "NOVEDADES", "PRESENTE" O AVANCE"; EXPIDO EL PRESENTE EDICTO A LOS ONCE DÍAS DEL MES DE JULIO DE DOS MIL VEINTIDOS, EN ESTA CIUDAD DE VILLAHERMOSA, CAPITAL DEL ESTADO DE TABASCO. xyxy=(864,913,1239,964)
notice-paragraph: ATENTAMENTE xyxy=(1331,1848,1412,1861)
masthead xyxy=(88,81,1634,136)
edict-notice-centro xyxy=(88,163,1635,1168)
notice-paragraph: PODER JUDICIAL DEL ESTADO DE TABASCO JUZGADO PRIMERO CIVIL DE FRONTERA, CENTLA, TABASCO xyxy=(117,1180,576,1205)
notice-paragraph: TERCERO. En virtud de lo anterior y en cumplimiento a la resolución de fecha diez de enero del dos mil veintidós, dictado en el juicio de amparo número 1273/2021-2, promovido por LUIS ALBERTO MORALES MARIN, se ordena el emplazamiento del demandado LUIS ALBERTO MORALES MARIN, en los términos del auto de inicio de fecha veinticinco de enero del dos mil once y del presente proveído, por lo que túrnense los autos a la fedataria judicial adscrita para los efectos de que cumplimiento a lo ordenado en el presente proveído y en los términos precisados en el mismo. xyxy=(480,471,855,541)
notice-paragraph: QUINTO. Hágase del conocimiento a los colindantes del predio motivo de estas diligencias, la radicación de esta causa para que, de conformidad con la fracción III del artículo 123 del Código de Proceder en la Materia, dentro del término de tres días hábiles contados a partir del siguiente a aquel en que les surta efectos la notificación del presente proveído, manifiesten lo que a sus derechos o intereses convenga, respecto a la tramitación del presente procedimiento, a quienes se les previene para que señalen domicilio para los efectos de oír, recibir citas y notificaciones en esta cabecera municipal, apercibidos que en caso de no hacerlo, las subsecuentes aún las que conforme a las reglas generales deban hacerse personalmente, le surtirán sus efectos por medio de lista fijada en los tableros de este Juzgado de conformidad con los artículos 136 y 137 del ordenamiento legal anteriormente invocado. xyxy=(606,1444,1107,1570)
section-title: ESPECIAL xyxy=(250,82,362,106)
notice-paragraph: Inserción del auto de fecha veinticuatro de febrero de dos mil veintidós xyxy=(96,893,368,904)
notice-paragraph: SEXTO.- Se tiene al promovente por señalando como domicilio para los efectos de oír y recibir toda clase de citas, notificaciones y documentos, el Despacho Jurídico Ubicado en la Calle Juan de la Barrera número 149 Centro de esta Ciudad, y autorizando para tales efectos a los Licenciados FERMIN CONTRERAS SÁNCHEZ, STALIN LÓPEZ RUÍZ, EFRAÍN LÓPEZ LÓPEZ, LILIANA VELÁZQUEZ SAENZ, LETICIA CERVANTES GOMES, ALFREDO JIMÉNEZ LÓPEZ, DEYANIRA SELVAN ÁLVAREZ y ROCÍO HERNÁNDEZ DE LA CRUZ así como a los Pasantes de Derecho KARLA FABIOLA CARRERA MEDINA, GONZALO RUIZ VALENCIA Y SERGIO MORALES HERNÁNDEZ. Designando como su Abogado Patrono a los Licenciados FERMIN CONTRERAS SÁNCHEZ, STALIN LÓPEZ RUÍZ, EFRAÍN LÓPEZ LÓPEZ, LILIANA VELÁZQUEZ SAENZ, personalidad y designación que se le tiene por hecha toda vez que se encuentra Inscrita sus cedulas profesionales en el libro de gobierno que se lleva en este juzgado, acorde a lo previsto por el artíbgo 85 del Código de Procedimientos Civiles vigente en el Estado. xyxy=(864,430,1239,562)
notice-paragraph: Se le hace saber a los promoventes del presente procedimiento, que la publicación de edictos, que en su oportunidad se realice, deberán ser publicitados de forma legible, esto es, en las dimensiones (tamaño de letra adecuado para la lectura) que permita ser suficientemente visibles al público en general, a fin de dar cumplimiento satisfactorio a lo ordenado en el artículo 755 fracción III del Código de Procedimientos Civiles en vigor. Apercibido que de no hacerlo, reportará el perjuicio que ello pueda depararle, pues aún y cuando no lo refiera expresamente no indica las características de dichas publicaciones, lo cierto es que, al implicar la presente acción, la publicación transparente de la intención de adquirir la propiedad formal de un inmueble con dueño incierto; para que ello sea posible es lógico exigir que la aludida publicación sólo es posible, al realizarse publicaciones diáfanas y estrictamente perceptibles y no furtivas o mínimas que impidan ello. xyxy=(606,1318,1107,1444)
notice-paragraph: SEGUNDO. En cumplimiento al fallo protector de fecha diez de enero del dos mil veintidós, dictado en el juicio de amparo número 1273/2021-2, promovido por LUIS ALBERTO MORALES MARIN, en contra actos de esta autoridad, radicado en el Juzgado Tercero de Distrito en el Estado, con residencia en la Ciudad de Villahermosa, Tabasco, derivado de la presente causa; se deja insubsistente todo lo actuado en el juicio especial hipotecario 72/2011, a partir de las diligencias actuariales de dieciocho de febrero del dos mil once, incluyendo la sentencia definitiva dictada el once de mayo del dos mil doce y las consecuencias jurídicas generadas con motivo de la misma, única y exclusivamente por lo que hace al demandado LUIS ALBERTO MORALES MARIN, ordenando el emplazamiento personal del demandado citado cumpliendo con todas y cada una de las formalidades legales para ello, a efecto de que esté en aptitud de comparecer en el precitado juicio a alegar, ofrecer pruebas y defender sus derechos e intereses, y, en su oportunidad, con plenitud de jurisdicción, resuelva lo que jurídicamente proceda; y como consecuencia se deja insubsistente todo lo actuado en la presente causa a partir de las diligencias actuariales de dieciocho de febrero de dos mil once, única y exclusivamente por lo que hace al demandado LUIS ALBERTO MORALES MARIN, en los términos ordenados por la autoridad federal en la ejecutoria citada, de igual forma por ser una consecuencia se deja insubsistente la sentencia definitiva dictada el once de mayo del dos mil doce; asimismo, se deja INSUBSISTENTE la diligencia de remate en primera almoneda con adjudicación celebrada el veintiséis de junio del dos mil catorce y el auto aprobatorio de remate de dos de julio del dos mil catorce, dictados en el expediente número 72/2011; háganse las anotaciones de rigor en el libro de gobierno que corresponda. xyxy=(480,259,855,471)
notice-paragraph: "...JUZGADO PRIMERO DE LO CIVIL DE PRIMERA INSTANCIA DEL PRIMER DISTRITO JUDICIAL DEL ESTADO, CENTRO, TABASCO, MÉXICO; VEINTIOCHO DE JUNIO DE DOS MIL VEINTIDOS. xyxy=(96,259,471,290)
notice-paragraph: DÉCIMO. La promovente señala como domicilio para oír citas y notificaciones, el ubicado en la casa marcada con el número 120-1 de la calle Miguel Hidalgo de la colonia Centro de esta Ciudad y Puerto de Frontera, Centla, Tabasco, autorizando para tales efectos al Licenciado RAMON FERRAEZ DURA, autorización que se le tiene por hecha para todos los efectos legales correspondientes. xyxy=(1116,1432,1628,1483)
